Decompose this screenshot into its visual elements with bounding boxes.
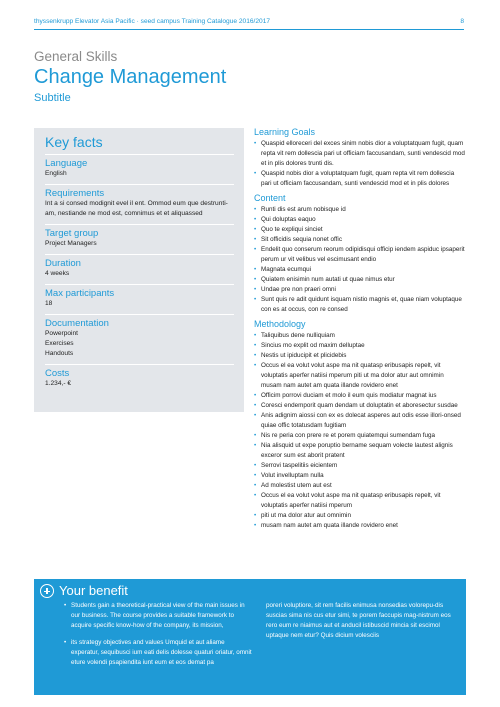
list-item: • Ad molestist utem aut est [254, 481, 466, 491]
list-item: • Taliquibus dene nulliquiam [254, 331, 466, 341]
list-item: • Volut invelluptam nulla [254, 471, 466, 481]
key-fact-divider [45, 154, 234, 155]
header-rule [34, 29, 464, 30]
list-item: • Students gain a theoretical-practical view of the main issues in our business. The course provides a suitable framework to acquire specific know-how of the company, its mission, [64, 601, 254, 631]
key-fact-value-line: 4 weeks [45, 270, 70, 277]
learning-goals-list [254, 139, 466, 189]
benefit-heading: Your benefit [59, 583, 128, 598]
list-item: • Magnata ecumqui [254, 265, 466, 275]
key-fact-label: Duration [45, 258, 81, 269]
list-item: • Quo te expliqui sinciet [254, 225, 466, 235]
key-fact-label: Requirements [45, 188, 105, 199]
page-number: 8 [460, 18, 464, 25]
list-item: • Quiatem enisimin num autati ut quae nimus etur [254, 275, 466, 285]
list-item: • Qui doluptas eaquo [254, 215, 466, 225]
key-fact-divider [45, 314, 234, 315]
course-details [254, 127, 466, 535]
list-item: • piti ut ma dolor atur aut omnimin [254, 511, 466, 521]
key-fact-value-line: Int a si consed modignit evel il ent. Ommod eum que destrunti- [45, 200, 228, 207]
key-fact-value-line: Powerpoint [45, 330, 78, 337]
key-fact-value-line: 18 [45, 300, 53, 307]
list-item: • Nestis ut ipiducipit et plicidebis [254, 351, 466, 361]
list-item: • Nia alisquid ut expe poruptio bername sequam volecte lautest alignis exceror sum est aborit pratent [254, 441, 466, 461]
key-fact-value-line: Exercises [45, 340, 74, 347]
list-item: • Runti dis est arum nobisque id [254, 205, 466, 215]
key-fact-value-line: Handouts [45, 350, 74, 357]
key-fact-value [45, 299, 234, 309]
list-item: • Occus el ea volut volut aspe ma nit quatasp eribusapis repelt, vit voluptatis aperfer natiisi mperum piti ut ma dolor atur aut omnimin musam nam autet am quata illande rovidero enet [254, 361, 466, 391]
key-fact-value [45, 269, 234, 279]
key-fact-label: Max participants [45, 288, 115, 299]
key-fact-value-line: am, nestiande ne mod est, comnimus et et aliquassed [45, 210, 203, 217]
key-fact-value-line: English [45, 170, 67, 177]
key-facts-list [45, 154, 234, 389]
key-fact-value [45, 239, 234, 249]
list-item: • Quaspid nobis dior a voluptatquam fugit, quam repta vit rem dollescia pari ut officiam faccusandam, sunti vendescid mod et in plis dolores [254, 169, 466, 189]
page-subtitle: Subtitle [34, 92, 71, 104]
key-fact-divider [45, 364, 234, 365]
key-fact-value-line: Project Managers [45, 240, 97, 247]
list-item: • Sunt quis re adit quidunt isquam nistio magnis et, quae niam voluptaque con es at occus, con re consed [254, 295, 466, 315]
list-item: • Occus el ea volut volut aspe ma nit quatasp eribusapis repelt, vit voluptatis aperfer natiisi mperum [254, 491, 466, 511]
key-fact-divider [45, 254, 234, 255]
methodology-heading: Methodology [254, 319, 306, 329]
key-fact-label: Target group [45, 228, 99, 239]
methodology-list [254, 331, 466, 531]
key-facts-panel [34, 128, 244, 412]
plus-circle-icon [40, 584, 54, 598]
key-fact-value [45, 169, 234, 179]
list-item: • Quaspid elloreceri del exces sinim nobis dior a voluptatquam fugit, quam repta vit rem dollescia pari ut officiam faccusandam, sunti vendescid mod et in plis dolores trunti dis. [254, 139, 466, 169]
key-fact-value-line: 1.234,- € [45, 380, 72, 387]
key-fact-divider [45, 284, 234, 285]
list-item: • Officim porrovi duciam et molo il eum quis modiatur magnat ius [254, 391, 466, 401]
key-fact-value [45, 199, 234, 219]
content-list [254, 205, 466, 315]
key-fact-label: Costs [45, 368, 70, 379]
list-item: • its strategy objectives and values Umquid et aut aliame experatur, sequibusci ium eati delis dolesse quaturi oriatur, omnit eture volendi psapiendita iunt eum et eos demat pa [64, 638, 254, 668]
key-fact-label: Language [45, 158, 88, 169]
key-fact-value [45, 329, 234, 359]
list-item: • Serrovi taspelitiis eicientem [254, 461, 466, 471]
key-fact-label: Documentation [45, 318, 109, 329]
list-item: • musam nam autet am quata illande rovidero enet [254, 521, 466, 531]
benefit-list [64, 601, 254, 668]
list-item: • Coresci endemporit quam dendam ut doluptatin et aboresectur susdae [254, 401, 466, 411]
list-item: • Anis adignim aiossi con ex es dolecat asperes aut odis esse illori-onsed quiae offic totatusdam fugitiam [254, 411, 466, 431]
benefit-box [34, 579, 466, 695]
learning-goals-heading: Learning Goals [254, 127, 316, 137]
key-fact-value [45, 379, 234, 389]
list-item: • Endelit quo conserum reorum odipidisqui officip iendem aspiduc ipsaperit perum ur vit velibus vel escimusant endio [254, 245, 466, 265]
key-facts-heading: Key facts [45, 134, 103, 150]
list-item: • Nis re peria con prere re et porem quiatemqui sumendam fuga [254, 431, 466, 441]
key-fact-divider [45, 224, 234, 225]
header-title: thyssenkrupp Elevator Asia Pacific · seed campus Training Catalogue 2016/2017 [34, 18, 271, 25]
key-fact-divider [45, 184, 234, 185]
benefit-text: poreri voluptiore, sit rem facilis enimusa nonsedias volorepu-dis suscias sima nis cus etur simi, te porem faccupis mag-nistrum eos rero eum re niaimus aut et anducil istibuscid mincia sit escimol uptaque nem etur? Quis dicium volesciis [266, 602, 451, 639]
page-title: Change Management [34, 66, 227, 88]
content-heading: Content [254, 193, 286, 203]
list-item: • Sincius mo explit od maxim delluptae [254, 341, 466, 351]
category-label: General Skills [34, 49, 118, 64]
page-header [34, 18, 464, 25]
list-item: • Undae pre non praeri omni [254, 285, 466, 295]
list-item: • Sit officidis sequia nonet offic [254, 235, 466, 245]
